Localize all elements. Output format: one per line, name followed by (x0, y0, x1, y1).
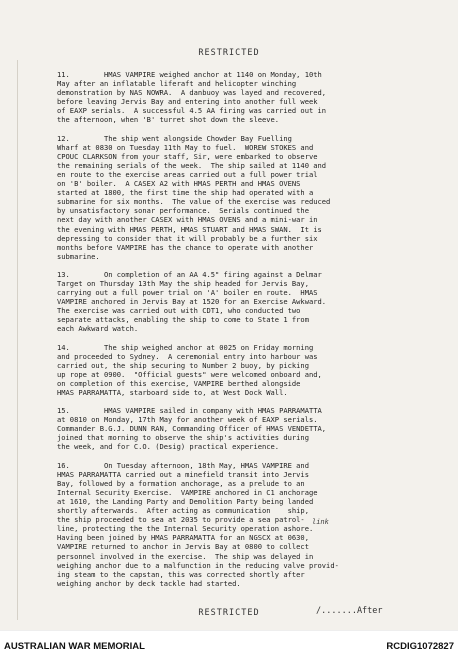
text-line: next day with another CASEX with HMAS OVENS and a mini-war in (57, 215, 318, 225)
text-line: 14. The ship weighed anchor at 0025 on Friday morning (57, 342, 314, 352)
text-line: the ship proceeded to sea at 2035 to provide a sea patrol- (57, 515, 305, 525)
text-line: Bay, followed by a formation anchorage, as a prelude to an (57, 478, 305, 488)
text-line: up rope at 0900. "Official guests" were welcomed onboard and, (57, 369, 322, 379)
text-line: The exercise was carried out with CDT1, who conducted two (57, 306, 301, 316)
text-line: the week, and for C.O. (Desig) practical experience. (57, 442, 280, 452)
text-line: at 0810 on Monday, 17th May for another week of EAXP serials. (57, 415, 318, 425)
text-line: and proceeded to Sydney. A ceremonial entry into harbour was (57, 351, 318, 361)
text-line: weighing anchor by deck tackle had started. (57, 578, 241, 588)
text-line: by unsatisfactory sonar performance. Serials continued the (57, 206, 309, 216)
text-line: joined that morning to observe the ship's activities during (57, 433, 309, 443)
text-line: on completion of this exercise, VAMPIRE berthed alongside (57, 378, 301, 388)
text-line: HMAS PARRAMATTA carried out a minefield transit into Jervis (57, 469, 309, 479)
text-line: of EAXP serials. A successful 4.5 AA firing was carried out in (57, 106, 327, 116)
paragraph-14 (57, 343, 407, 398)
text-line: the afternoon, when 'B' turret shot down the sleeve. (57, 115, 280, 125)
text-line: HMAS PARRAMATTA, starboard side to, at West Dock Wall. (57, 388, 288, 397)
text-line: 12. The ship went alongside Chowder Bay Fuelling (57, 133, 292, 143)
continuation-marker: /.......After (316, 606, 383, 616)
text-line: each Awkward watch. (57, 324, 139, 334)
text-line: Internal Security Exercise. VAMPIRE anchored in C1 anchorage (57, 487, 318, 497)
text-line: submarine. (57, 251, 100, 261)
text-line: before leaving Jervis Bay and entering into another full week (57, 97, 318, 107)
text-line: Target on Thursday 13th May the ship headed for Jervis Bay, (57, 278, 309, 288)
report-body (57, 70, 407, 597)
text-line: en route to the exercise areas carried out a full power trial (57, 169, 318, 179)
text-line: demonstration by NAS NOWRA. A danbuoy was layed and recovered, (57, 88, 327, 98)
text-line: 11. HMAS VAMPIRE weighed anchor at 1140 on Monday, 10th (57, 70, 322, 79)
text-line: 15. HMAS VAMPIRE sailed in company with HMAS PARRAMATTA (57, 406, 322, 416)
text-line: 13. On completion of an AA 4.5" firing against a Delmar (57, 269, 322, 279)
text-line: personnel involved in the exercise. The ship was delayed in (57, 551, 314, 561)
text-line: months before VAMPIRE has the chance to operate with another (57, 242, 314, 252)
paragraph-15 (57, 406, 407, 451)
text-line: 16. On Tuesday afternoon, 18th May, HMAS VAMPIRE and (57, 460, 309, 470)
security-classification-header: RESTRICTED (198, 48, 260, 58)
text-line: Having been joined by HMAS PARRAMATTA for an NGSCX at 0630, (57, 533, 309, 543)
paragraph-16 (57, 461, 407, 588)
record-identifier: RCDIG1072827 (386, 641, 454, 652)
text-line: depressing to consider that it will probably be a further six (57, 233, 318, 243)
text-line: at 1610, the Landing Party and Demolition Party being landed (57, 496, 314, 506)
institution-name: AUSTRALIAN WAR MEMORIAL (4, 641, 145, 652)
text-line: Wharf at 0830 on Tuesday 11th May to fuel. WOREW STOKES and (57, 142, 314, 152)
text-line: started at 1800, the first time the ship had operated with a (57, 188, 314, 198)
text-line: shortly afterwards. After acting as communication ship, (57, 506, 309, 516)
text-line: on 'B' boiler. A CASEX A2 with HMAS PERTH and HMAS OVENS (57, 179, 301, 189)
text-line: ing steam to the capstan, this was corrected shortly after (57, 569, 305, 579)
text-line: separate attacks, enabling the ship to come to State 1 from (57, 315, 309, 325)
text-line: submarine for six months. The value of the exercise was reduced (57, 197, 331, 207)
binding-margin-line (17, 60, 18, 620)
text-line: carrying out a full power trial on 'A' boiler en route. HMAS (57, 288, 318, 298)
text-line: Commander B.G.J. DUNN RAN, Commanding Officer of HMAS VENDETTA, (57, 424, 327, 434)
text-line: the remaining serials of the week. The ship sailed at 1140 and (57, 160, 327, 170)
paragraph-12 (57, 134, 407, 261)
security-classification-footer: RESTRICTED (198, 608, 260, 618)
handwritten-correction: link (312, 518, 329, 526)
text-line: carried out, the ship securing to Number 2 buoy, by picking (57, 360, 309, 370)
text-line: weighing anchor due to a malfunction in the reducing valve provid- (57, 560, 339, 570)
text-line: VAMPIRE anchored in Jervis Bay at 1520 for an Exercise Awkward. (57, 297, 327, 307)
paragraph-11 (57, 70, 407, 125)
text-line: May after an inflatable liferaft and helicopter winching (57, 79, 297, 89)
archive-caption-bar (0, 630, 458, 655)
text-line: VAMPIRE returned to anchor in Jervis Bay at 0800 to collect (57, 542, 309, 552)
text-line: the evening with HMAS PERTH, HMAS STUART and HMAS SWAN. It is (57, 224, 322, 234)
paragraph-13 (57, 270, 407, 334)
text-line: CPOUC CLARKSON from your staff, Sir, were embarked to observe (57, 151, 318, 161)
text-line: line, protecting the the Internal Security operation ashore. (57, 524, 314, 534)
